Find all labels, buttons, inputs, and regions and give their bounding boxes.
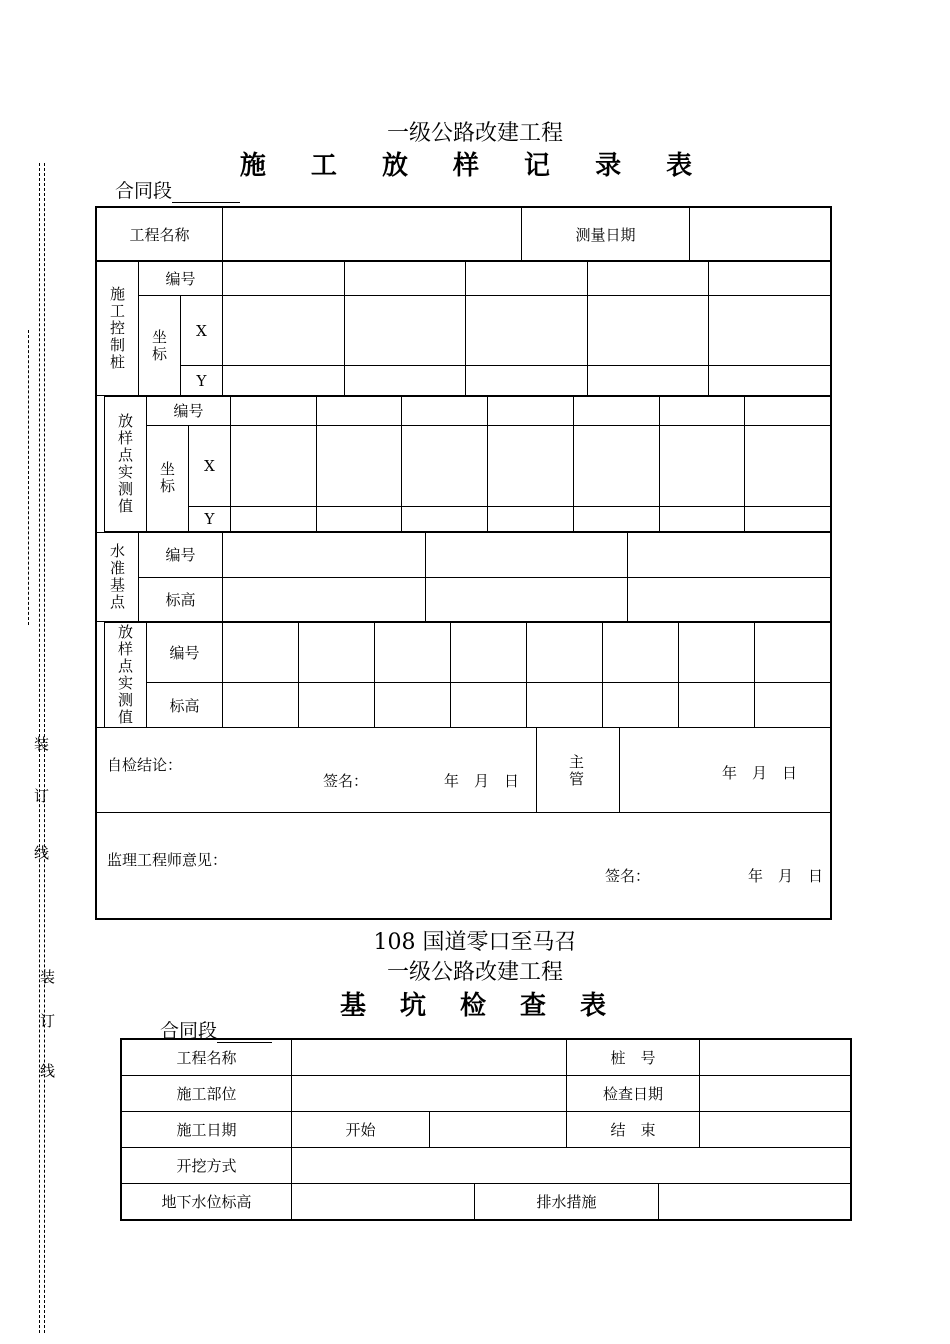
supervisor-label: 主 管 (569, 753, 585, 788)
binding-label-4: 装 (40, 968, 56, 986)
engineer-sign-label: 签名： (605, 867, 651, 885)
stakeout-coord-cell[interactable] (573, 397, 659, 426)
pit-drainage-field[interactable] (659, 1184, 852, 1220)
pit-pile-no-label: 桩 号 (567, 1040, 700, 1076)
stakeout-coord-cell[interactable] (573, 425, 659, 506)
pit-groundwater-field[interactable] (292, 1184, 475, 1220)
pit-inspection-table (121, 1039, 852, 1220)
control-pile-cell[interactable] (223, 366, 345, 396)
stakeout-elev-group-label: 放 样 点 实 测 值 (105, 623, 147, 728)
pit-groundwater-label: 地下水位标高 (122, 1184, 292, 1220)
pit-construction-date-label: 施工日期 (122, 1112, 292, 1148)
pit-start-field[interactable] (430, 1112, 567, 1148)
stakeout-coord-cell[interactable] (402, 425, 488, 506)
control-pile-number-label: 编号 (139, 262, 223, 296)
stakeout-elev-number-label: 编号 (147, 623, 223, 683)
binding-line-inner (28, 330, 29, 625)
control-pile-cell[interactable] (466, 366, 588, 396)
pit-project-name-label: 工程名称 (122, 1040, 292, 1076)
survey-date-label: 测量日期 (522, 208, 690, 261)
engineer-date-label: 年 月 日 (748, 867, 824, 885)
engineer-section (96, 812, 831, 919)
control-pile-cell[interactable] (587, 366, 709, 396)
pit-start-label: 开始 (292, 1112, 430, 1148)
binding-label-1: 装 (34, 735, 50, 753)
form2-contract-label: 合同段 (160, 1020, 218, 1042)
binding-label-3: 线 (34, 844, 50, 862)
stakeout-elev-cell[interactable] (527, 623, 603, 683)
control-pile-cell[interactable] (466, 262, 588, 296)
control-pile-cell[interactable] (709, 366, 831, 396)
self-check-sign-label: 签名： (323, 772, 369, 790)
control-pile-x-label: X (181, 296, 223, 366)
control-pile-cell[interactable] (709, 296, 831, 366)
control-pile-cell[interactable] (587, 262, 709, 296)
engineer-label: 监理工程师意见： (107, 851, 228, 869)
benchmark-cell[interactable] (628, 577, 831, 622)
benchmark-cell[interactable] (425, 533, 628, 578)
control-pile-cell[interactable] (709, 262, 831, 296)
stakeout-coord-table (104, 396, 831, 532)
stakeout-coord-coord-label: 坐 标 (147, 425, 189, 531)
control-pile-group-label: 施 工 控 制 桩 (97, 262, 139, 396)
self-check-section (96, 727, 831, 813)
stakeout-elev-cell[interactable] (755, 623, 831, 683)
pit-project-name-field[interactable] (292, 1040, 567, 1076)
pit-drainage-label: 排水措施 (475, 1184, 659, 1220)
pit-end-field[interactable] (700, 1112, 852, 1148)
control-pile-table (96, 261, 831, 396)
benchmark-cell[interactable] (223, 533, 426, 578)
control-pile-cell[interactable] (344, 262, 466, 296)
stakeout-coord-x-label: X (189, 425, 231, 506)
form1-contract (115, 176, 240, 203)
stakeout-elev-cell[interactable] (603, 683, 679, 728)
control-pile-cell[interactable] (587, 296, 709, 366)
control-pile-cell[interactable] (223, 262, 345, 296)
form1-subtitle: 一级公路改建工程 (386, 121, 563, 146)
stakeout-elev-cell[interactable] (375, 683, 451, 728)
stakeout-coord-cell[interactable] (488, 397, 574, 426)
stakeout-coord-cell[interactable] (402, 507, 488, 532)
stakeout-coord-y-label: Y (189, 507, 231, 532)
stakeout-coord-cell[interactable] (745, 507, 831, 532)
stakeout-elev-cell[interactable] (603, 623, 679, 683)
stakeout-elev-cell[interactable] (223, 683, 299, 728)
form1-contract-field[interactable] (172, 184, 240, 203)
stakeout-coord-cell[interactable] (231, 397, 317, 426)
form2-title: 基 坑 检 查 表 (339, 991, 610, 1021)
form2-road-title: 108 国道零口至马召 (373, 930, 577, 955)
pit-check-date-field[interactable] (700, 1076, 852, 1112)
stakeout-coord-cell[interactable] (402, 397, 488, 426)
stakeout-elev-cell[interactable] (679, 683, 755, 728)
pit-construction-part-label: 施工部位 (122, 1076, 292, 1112)
project-name-label: 工程名称 (97, 208, 223, 261)
stakeout-coord-cell[interactable] (573, 507, 659, 532)
stakeout-elev-cell[interactable] (527, 683, 603, 728)
stakeout-coord-cell[interactable] (488, 507, 574, 532)
stakeout-coord-cell[interactable] (231, 425, 317, 506)
stakeout-coord-cell[interactable] (659, 397, 745, 426)
stakeout-coord-cell[interactable] (488, 425, 574, 506)
stakeout-elev-cell[interactable] (679, 623, 755, 683)
benchmark-group-label: 水 准 基 点 (97, 533, 139, 622)
benchmark-elevation-label: 标高 (139, 577, 223, 622)
control-pile-coord-label: 坐 标 (139, 296, 181, 396)
control-pile-y-label: Y (181, 366, 223, 396)
benchmark-cell[interactable] (425, 577, 628, 622)
stakeout-coord-cell[interactable] (659, 507, 745, 532)
stakeout-coord-cell[interactable] (231, 507, 317, 532)
stakeout-elev-cell[interactable] (755, 683, 831, 728)
stakeout-coord-number-label: 编号 (147, 397, 231, 426)
pit-construction-part-field[interactable] (292, 1076, 567, 1112)
benchmark-number-label: 编号 (139, 533, 223, 578)
project-name-field[interactable] (223, 208, 522, 261)
pit-check-date-label: 检查日期 (567, 1076, 700, 1112)
stakeout-elev-table (104, 622, 831, 728)
pit-pile-no-field[interactable] (700, 1040, 852, 1076)
control-pile-cell[interactable] (344, 366, 466, 396)
stakeout-elev-cell[interactable] (451, 623, 527, 683)
stakeout-coord-cell[interactable] (745, 397, 831, 426)
stakeout-elev-cell[interactable] (451, 683, 527, 728)
control-pile-cell[interactable] (344, 296, 466, 366)
control-pile-cell[interactable] (223, 296, 345, 366)
stakeout-coord-cell[interactable] (316, 425, 402, 506)
stakeout-elev-elevation-label: 标高 (147, 683, 223, 728)
stakeout-elev-cell[interactable] (375, 623, 451, 683)
stakeout-coord-cell[interactable] (316, 397, 402, 426)
pit-excavation-method-label: 开挖方式 (122, 1148, 292, 1184)
self-check-divider-2 (619, 728, 620, 812)
supervisor-date-label: 年 月 日 (722, 764, 798, 782)
form1-contract-label: 合同段 (115, 180, 173, 202)
pit-end-label: 结 束 (567, 1112, 700, 1148)
binding-label-2: 订 (34, 787, 50, 805)
control-pile-cell[interactable] (466, 296, 588, 366)
survey-date-field[interactable] (690, 208, 832, 261)
stakeout-coord-cell[interactable] (745, 425, 831, 506)
form1-title: 施 工 放 样 记 录 表 (239, 151, 711, 181)
form2-subtitle: 一级公路改建工程 (386, 960, 563, 985)
pit-excavation-method-field[interactable] (292, 1148, 852, 1184)
stakeout-elev-cell[interactable] (223, 623, 299, 683)
form1-header-table (96, 207, 832, 261)
benchmark-cell[interactable] (223, 577, 426, 622)
stakeout-elev-cell[interactable] (299, 683, 375, 728)
self-check-label: 自检结论： (107, 756, 183, 774)
stakeout-coord-cell[interactable] (659, 425, 745, 506)
self-check-date-label: 年 月 日 (444, 772, 520, 790)
benchmark-cell[interactable] (628, 533, 831, 578)
stakeout-elev-cell[interactable] (299, 623, 375, 683)
binding-label-6: 线 (40, 1062, 56, 1080)
self-check-divider-1 (536, 728, 537, 812)
binding-label-5: 订 (40, 1012, 56, 1030)
stakeout-coord-group-label: 放 样 点 实 测 值 (105, 397, 147, 532)
stakeout-coord-cell[interactable] (316, 507, 402, 532)
benchmark-table (96, 532, 831, 622)
